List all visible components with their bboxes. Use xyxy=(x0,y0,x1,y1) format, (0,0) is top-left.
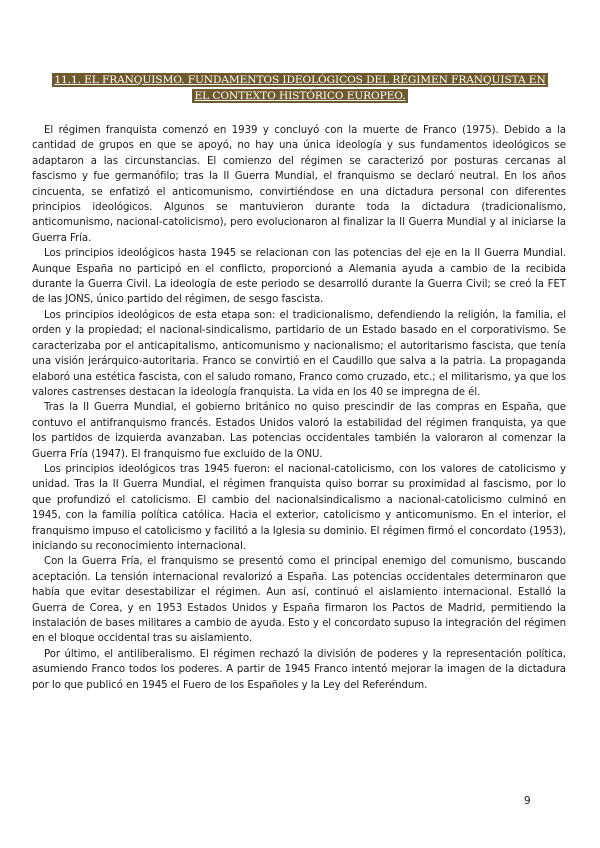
paragraph-principles-first-stage: Los principios ideológicos de esta etapa son: el tradicionalismo, defendiendo la religión, la familia, el orden y la propiedad; el nacional-sindicalismo, partidario de un Estado basado en el corporativismo. Se caracterizaba por el anticapitalismo, anticomunismo y nacionalismo; el autoritarismo fascista, que tenía una visión jerárquico-autoritaria. Franco se convirtió en el Caudillo que salva a la patria. La propaganda elaboró una estética fascista, con el saludo romano, Franco como cruzado, etc.; el militarismo, ya que los valores castrenses destacan la ideología franquista. La vida en los 40 se impregna de él. xyxy=(32,309,566,398)
paragraph-principles-until-1945: Los principios ideológicos hasta 1945 se relacionan con las potencias del eje en la II Guerra Mundial. Aunque España no participó en el conflicto, proporcionó a Alemania ayuda a cambio de la recibida durante la Guerra Civil. La ideología de este periodo se desarrolló durante la Guerra Civil; se creó la FET de las JONS, único partido del régimen, de sesgo fascista. xyxy=(32,248,566,306)
section-heading xyxy=(40,72,560,104)
paragraph-antiliberalism: Por último, el antiliberalismo. El régimen rechazó la división de poderes y la representación política, asumiendo Franco todos los poderes. A partir de 1945 Franco intentó mejorar la imagen de la dictadura por lo que publicó en 1945 el Fuero de los Españoles y la Ley del Referéndum. xyxy=(32,648,566,691)
paragraph-intro: El régimen franquista comenzó en 1939 y concluyó con la muerte de Franco (1975). Debido a la cantidad de grupos en que se apoyó, no hay una única ideología y sus fundamentos ideológicos se adaptaron a las circunstancias. El comienzo del régimen se caracterizó por posturas cercanas al fascismo y fue germanófilo; tras la II Guerra Mundial, el franquismo se declaró neutral. En los años cincuenta, se enfatizó el anticomunismo, convirtiéndose en una dictadura personal con diferentes principios ideológicos. Algunos se mantuvieron durante toda la dictadura (tradicionalismo, anticomunismo, nacional-catolicismo), pero evolucionaron al finalizar la II Guerra Mundial y al iniciarse la Guerra Fría. xyxy=(32,125,566,244)
section-heading-line-1: 11.1. EL FRANQUISMO. FUNDAMENTOS IDEOLÓGICOS DEL RÉGIMEN FRANQUISTA EN xyxy=(54,74,546,86)
paragraph-post-war: Tras la II Guerra Mundial, el gobierno británico no quiso prescindir de las compras en España, que contuvo el antifranquismo francés. Estados Unidos valoró la estabilidad del régimen franquista, ya que los partidos de izquierda avanzaban. Las potencias occidentales también la valoraron al comenzar la Guerra Fría (1947). El franquismo fue excluido de la ONU. xyxy=(32,402,566,460)
paragraph-cold-war: Con la Guerra Fría, el franquismo se presentó como el principal enemigo del comunismo, buscando aceptación. La tensión internacional revalorizó a España. Las potencias occidentales determinaron que había que evitar desestabilizar el régimen. Aun así, continuó el aislamiento internacional. Estalló la Guerra de Corea, y en 1953 Estados Unidos y España firmaron los Pactos de Madrid, permitiendo la instalación de bases militares a cambio de ayuda. Esto y el concordato supuso la integración del régimen en el bloque occidental tras su aislamiento. xyxy=(32,556,566,645)
document-body xyxy=(32,123,566,693)
paragraph-principles-after-1945: Los principios ideológicos tras 1945 fueron: el nacional-catolicismo, con los valores de catolicismo y unidad. Tras la II Guerra Mundial, el régimen franquista quiso borrar su proximidad al fascismo, por lo que profundizó el catolicismo. El cambio del nacionalsindicalismo a nacional-catolicismo culminó en 1945, con la familia política católica. Hacia el exterior, catolicismo y anticomunismo. En el interior, el franquismo impuso el catolicismo y facilitó a la Iglesia su dominio. El régimen firmó el concordato (1953), iniciando su reconocimiento internacional. xyxy=(32,463,566,552)
page-number: 9 xyxy=(524,795,531,807)
section-heading-line-2: EL CONTEXTO HISTÓRICO EUROPEO. xyxy=(194,90,406,102)
